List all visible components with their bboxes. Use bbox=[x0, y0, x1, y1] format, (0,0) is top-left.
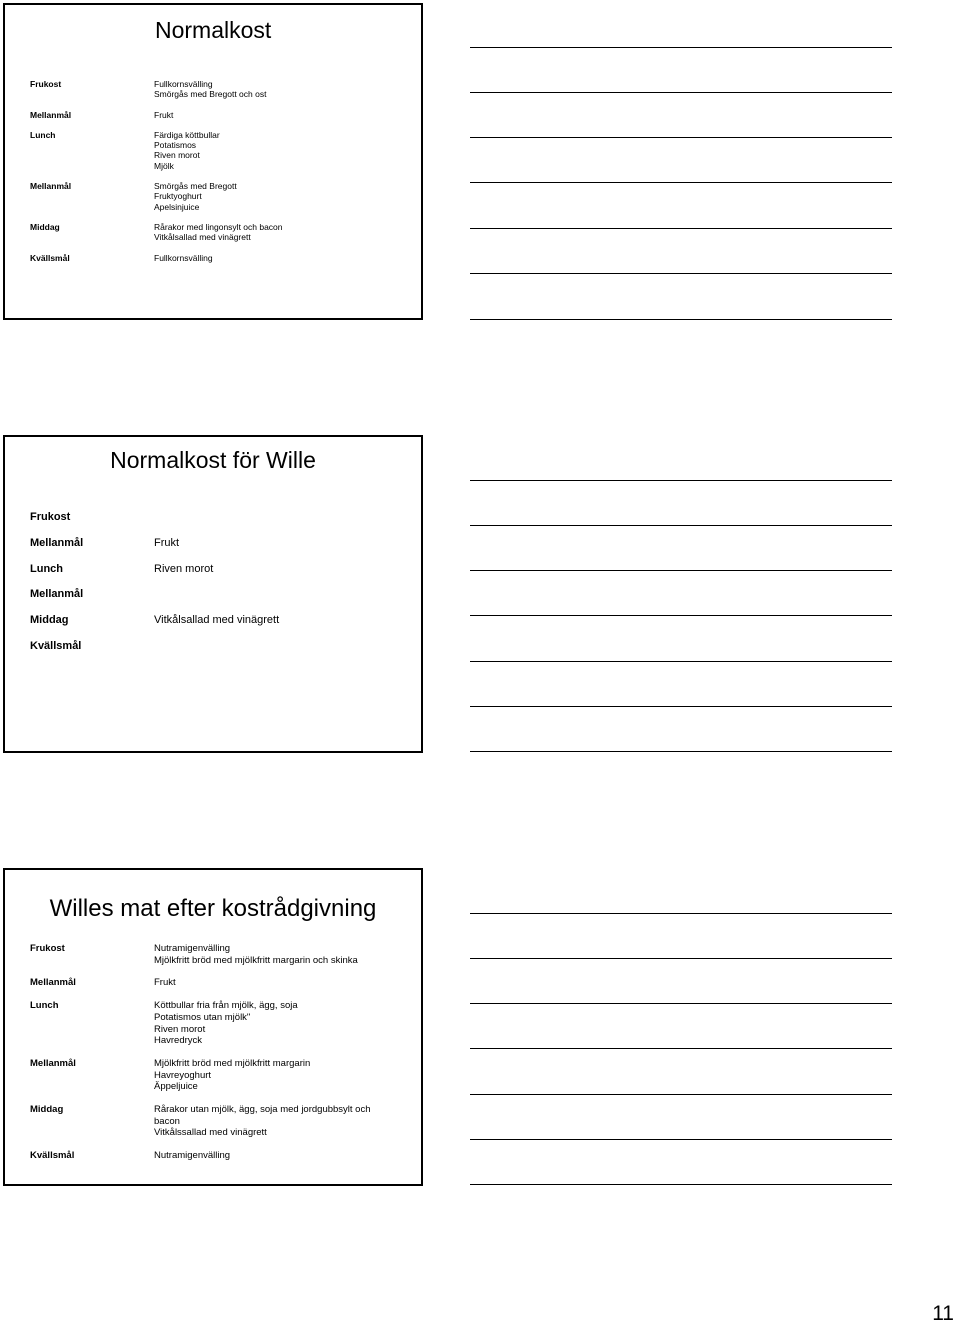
note-line bbox=[470, 273, 892, 274]
note-line bbox=[470, 570, 892, 571]
meal-items bbox=[154, 639, 413, 665]
slide-willes-mat-efter-kostradgivning bbox=[3, 868, 423, 1186]
meal-label: Mellanmål bbox=[30, 588, 84, 601]
meal-item bbox=[154, 510, 413, 524]
meal-list bbox=[30, 79, 413, 273]
meal-item: Nutramigenvälling bbox=[154, 943, 231, 954]
meal-row bbox=[30, 1000, 413, 1047]
meal-items bbox=[154, 587, 413, 613]
meal-row bbox=[30, 536, 413, 562]
meal-item: Mjölkfritt bröd med mjölkfritt margarin bbox=[154, 1057, 311, 1069]
note-line bbox=[470, 525, 892, 526]
meal-row bbox=[30, 110, 413, 120]
meal-label: Kvällsmål bbox=[30, 252, 70, 263]
meal-row bbox=[30, 1104, 413, 1139]
meal-item bbox=[154, 639, 413, 653]
meal-row bbox=[30, 222, 413, 243]
meal-item: Frukt bbox=[154, 977, 176, 989]
meal-item: Mjölkfritt bröd med mjölkfritt margarin och skinka bbox=[154, 954, 358, 966]
meal-row bbox=[30, 943, 413, 966]
note-line bbox=[470, 1048, 892, 1049]
meal-item: Riven morot bbox=[154, 562, 214, 575]
note-line bbox=[470, 92, 892, 93]
meal-label: Mellanmål bbox=[30, 977, 76, 989]
meal-item: Mjölk bbox=[154, 160, 174, 171]
meal-item: Frukt bbox=[154, 109, 174, 120]
meal-label: Frukost bbox=[30, 79, 62, 89]
meal-row bbox=[30, 562, 413, 588]
meal-label: Mellanmål bbox=[30, 181, 72, 192]
meal-item: Havreyoghurt bbox=[154, 1069, 212, 1081]
slide-normalkost bbox=[3, 3, 423, 320]
meal-items bbox=[154, 977, 413, 989]
note-line bbox=[470, 182, 892, 183]
meal-item: Smörgås med Bregott och ost bbox=[154, 89, 267, 100]
meal-label: Frukost bbox=[30, 943, 65, 954]
meal-items bbox=[154, 130, 413, 171]
note-line bbox=[470, 706, 892, 707]
meal-item: Smörgås med Bregott bbox=[154, 181, 237, 192]
meal-label: Kvällsmål bbox=[30, 639, 82, 652]
meal-item bbox=[154, 587, 413, 601]
meal-item: bacon bbox=[154, 1115, 180, 1127]
meal-item: Rårakor utan mjölk, ägg, soja med jordgubbsylt och bbox=[154, 1104, 371, 1116]
note-line bbox=[470, 319, 892, 320]
meal-items bbox=[154, 181, 413, 212]
note-line bbox=[470, 661, 892, 662]
meal-items bbox=[154, 536, 413, 562]
note-line bbox=[470, 1003, 892, 1004]
note-line bbox=[470, 958, 892, 959]
slide-title: Normalkost för Wille bbox=[110, 447, 316, 473]
page-number: 11 bbox=[932, 1302, 954, 1325]
meal-items bbox=[154, 510, 413, 536]
meal-row bbox=[30, 587, 413, 613]
meal-item: Vitkålsallad med vinägrett bbox=[154, 232, 251, 243]
meal-row bbox=[30, 130, 413, 171]
meal-label: Kvällsmål bbox=[30, 1150, 75, 1162]
meal-label: Mellanmål bbox=[30, 536, 84, 549]
note-line bbox=[470, 137, 892, 138]
meal-row bbox=[30, 1150, 413, 1162]
note-line bbox=[470, 751, 892, 752]
meal-items bbox=[154, 79, 413, 100]
meal-items bbox=[154, 1150, 413, 1162]
note-line bbox=[470, 913, 892, 914]
meal-item: Äppeljuice bbox=[154, 1081, 198, 1093]
meal-items bbox=[154, 562, 413, 588]
meal-row bbox=[30, 510, 413, 536]
meal-row bbox=[30, 977, 413, 989]
meal-items bbox=[154, 1104, 413, 1139]
meal-items bbox=[154, 1000, 413, 1047]
meal-items bbox=[154, 110, 413, 120]
meal-item: Nutramigenvälling bbox=[154, 1150, 231, 1162]
meal-item: Frukt bbox=[154, 536, 180, 549]
meal-items bbox=[154, 253, 413, 263]
meal-label: Mellanmål bbox=[30, 109, 72, 120]
meal-item: Färdiga köttbullar bbox=[154, 129, 220, 140]
meal-items bbox=[154, 1058, 413, 1093]
meal-row bbox=[30, 1058, 413, 1093]
meal-item: Fullkornsvälling bbox=[154, 252, 213, 263]
meal-item: Köttbullar fria från mjölk, ägg, soja bbox=[154, 1000, 298, 1012]
meal-item: Potatismos bbox=[154, 140, 197, 151]
slide-normalkost-for-wille bbox=[3, 435, 423, 753]
meal-item: Vitkålsallad med vinägrett bbox=[154, 614, 280, 627]
meal-list bbox=[30, 510, 413, 665]
meal-label: Lunch bbox=[30, 1000, 59, 1012]
slide-title: Willes mat efter kostrådgivning bbox=[49, 895, 377, 922]
meal-row bbox=[30, 639, 413, 665]
meal-item: Havredryck bbox=[154, 1035, 203, 1047]
meal-row bbox=[30, 181, 413, 212]
meal-item: Fruktyoghurt bbox=[154, 191, 202, 202]
meal-list bbox=[30, 943, 413, 1173]
meal-row bbox=[30, 613, 413, 639]
meal-item: Fullkornsvälling bbox=[154, 79, 213, 89]
meal-label: Mellanmål bbox=[30, 1057, 76, 1069]
note-line bbox=[470, 1184, 892, 1185]
meal-label: Middag bbox=[30, 221, 60, 232]
note-line bbox=[470, 480, 892, 481]
meal-item: Potatismos utan mjölk" bbox=[154, 1011, 251, 1023]
meal-item: Apelsinjuice bbox=[154, 201, 200, 212]
meal-row bbox=[30, 79, 413, 100]
note-line bbox=[470, 47, 892, 48]
meal-item: Riven morot bbox=[154, 150, 200, 161]
slide-title: Normalkost bbox=[155, 17, 272, 43]
note-line bbox=[470, 1139, 892, 1140]
note-line bbox=[470, 228, 892, 229]
meal-label: Lunch bbox=[30, 562, 63, 575]
note-line bbox=[470, 1094, 892, 1095]
meal-item: Vitkålssallad med vinägrett bbox=[154, 1127, 267, 1139]
meal-items bbox=[154, 943, 413, 966]
meal-label: Middag bbox=[30, 614, 69, 627]
meal-row bbox=[30, 253, 413, 263]
meal-item: Riven morot bbox=[154, 1023, 206, 1035]
meal-label: Frukost bbox=[30, 511, 71, 523]
note-line bbox=[470, 615, 892, 616]
meal-label: Middag bbox=[30, 1104, 64, 1116]
meal-items bbox=[154, 613, 413, 639]
meal-items bbox=[154, 222, 413, 243]
meal-label: Lunch bbox=[30, 129, 56, 140]
meal-item: Rårakor med lingonsylt och bacon bbox=[154, 221, 283, 232]
